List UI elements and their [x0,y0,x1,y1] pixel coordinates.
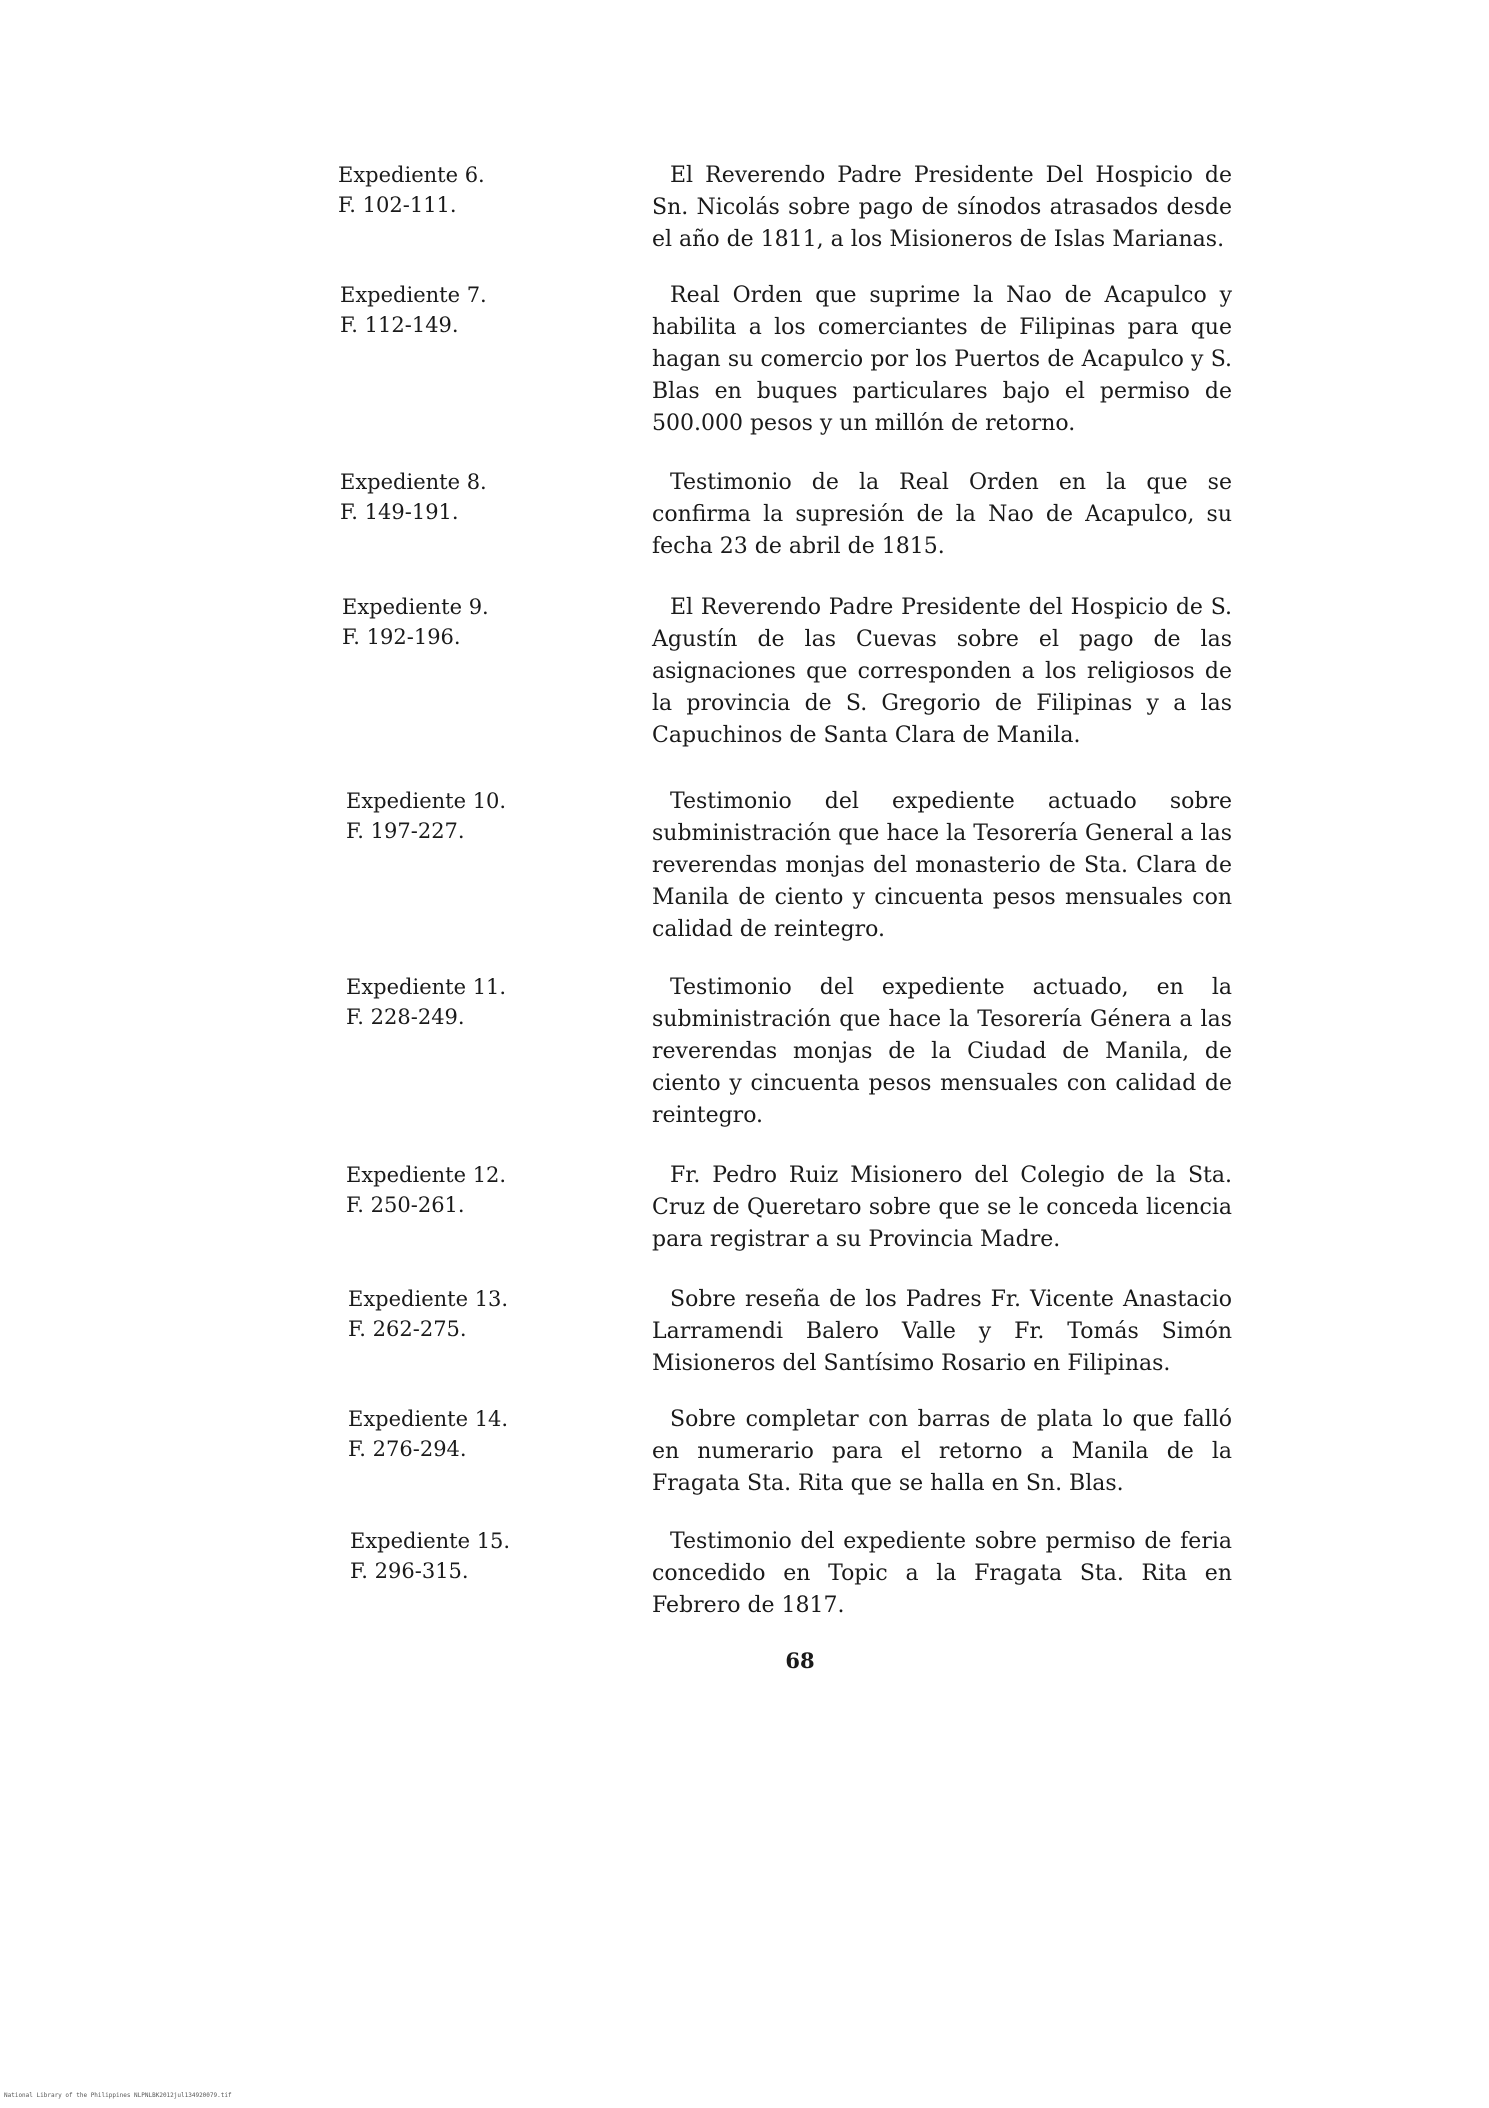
expediente-folios: F. 296-315. [350,1559,469,1583]
expediente-folios: F. 276-294. [348,1437,467,1461]
expediente-label: Expediente 13. [348,1287,509,1311]
expediente-folios: F. 149-191. [340,500,459,524]
expediente-description: Testimonio de la Real Orden en la que se confirma la supresión de la Nao de Acapulco, su fecha 23 de abril de 1815. [652,470,1232,559]
expediente-label: Expediente 11. [346,975,507,999]
expediente-description: Sobre completar con barras de plata lo que falló en numerario para el retorno a Manila de la Fragata Sta. Rita que se halla en Sn. Blas. [652,1407,1232,1496]
expediente-description: El Reverendo Padre Presidente Del Hospicio de Sn. Nicolás sobre pago de sínodos atrasados desde el año de 1811, a los Misioneros de Islas Marianas. [652,163,1232,252]
expediente-description: Testimonio del expediente actuado, en la subministración que hace la Tesorería Génera a las reverendas monjas de la Ciudad de Manila, de ciento y cincuenta pesos mensuales con calidad de reintegro. [652,975,1232,1128]
expediente-reference [348,1404,608,1464]
expediente-description: El Reverendo Padre Presidente del Hospicio de S. Agustín de las Cuevas sobre el pago de las asignaciones que corresponden a los religiosos de la provincia de S. Gregorio de Filipinas y a las Capuchinos de Santa Clara de Manila. [652,595,1232,748]
expediente-reference [342,592,602,652]
expediente-description: Testimonio del expediente actuado sobre subministración que hace la Tesorería General a las reverendas monjas del monasterio de Sta. Clara de Manila de ciento y cincuenta pesos mensuales con calidad de reintegro. [652,789,1232,942]
expediente-description: Real Orden que suprime la Nao de Acapulco y habilita a los comerciantes de Filipinas para que hagan su comercio por los Puertos de Acapulco y S. Blas en buques particulares bajo el permiso de 500.000 pesos y un millón de retorno. [652,283,1232,436]
expediente-label: Expediente 10. [346,789,507,813]
expediente-reference [350,1526,610,1586]
expediente-reference [346,786,606,846]
expediente-label: Expediente 14. [348,1407,509,1431]
expediente-reference [340,280,600,340]
expediente-folios: F. 192-196. [342,625,461,649]
page-number: 68 [785,1648,815,1673]
expediente-folios: F. 112-149. [340,313,459,337]
expediente-reference [348,1284,608,1344]
expediente-description: Fr. Pedro Ruiz Misionero del Colegio de la Sta. Cruz de Queretaro sobre que se le conceda licencia para registrar a su Provincia Madre. [652,1163,1232,1252]
expediente-label: Expediente 6. [338,163,485,187]
expediente-description: Testimonio del expediente sobre permiso de feria concedido en Topic a la Fragata Sta. Rita en Febrero de 1817. [652,1529,1232,1618]
expediente-folios: F. 250-261. [346,1193,465,1217]
expediente-label: Expediente 7. [340,283,487,307]
expediente-label: Expediente 15. [350,1529,511,1553]
expediente-label: Expediente 9. [342,595,489,619]
expediente-label: Expediente 8. [340,470,487,494]
expediente-folios: F. 228-249. [346,1005,465,1029]
scan-footer: National Library of the Philippines NLPNLBK2012jul134920079.tif [4,2092,232,2099]
expediente-reference [346,1160,606,1220]
expediente-reference [338,160,598,220]
expediente-folios: F. 197-227. [346,819,465,843]
expediente-folios: F. 102-111. [338,193,457,217]
expediente-reference [340,467,600,527]
expediente-reference [346,972,606,1032]
expediente-folios: F. 262-275. [348,1317,467,1341]
expediente-description: Sobre reseña de los Padres Fr. Vicente Anastacio Larramendi Balero Valle y Fr. Tomás Simón Misioneros del Santísimo Rosario en Filipinas. [652,1287,1232,1376]
expediente-label: Expediente 12. [346,1163,507,1187]
